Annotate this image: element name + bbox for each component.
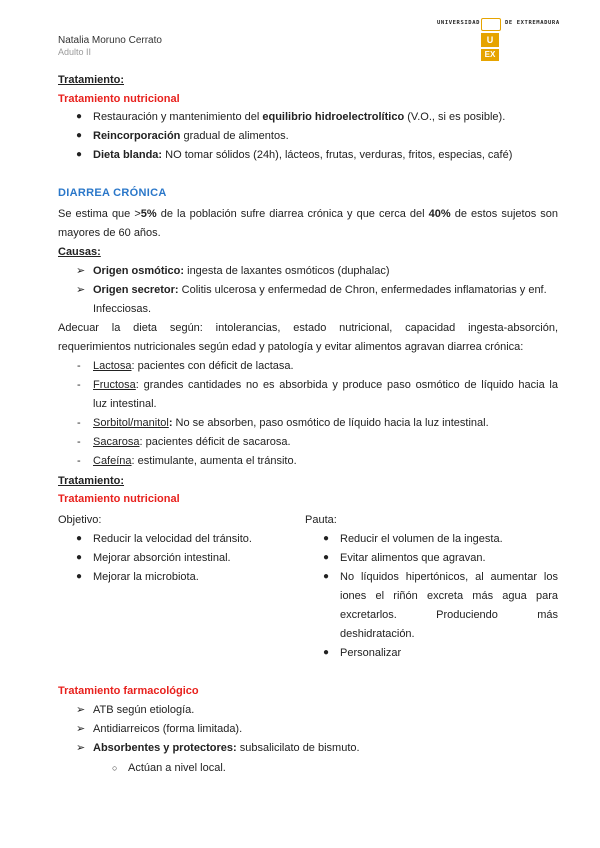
section2-subheading: Tratamiento nutricional — [58, 493, 180, 505]
dash-item-fructosa: Fructosa: grandes cantidades no es absorbida y produce paso osmótico de líquido hacia la — [93, 379, 558, 391]
bullet-icon: ● — [76, 149, 83, 160]
arrow-icon: ➢ — [76, 704, 86, 716]
header-subtitle: Adulto II — [58, 47, 92, 57]
sec1-item-3: Dieta blanda: NO tomar sólidos (24h), lácteos, frutas, verduras, fritos, especias, café) — [93, 149, 513, 161]
causas-heading: Causas: — [58, 246, 101, 258]
farm-item-3: Absorbentes y protectores: subsalicilato de bismuto. — [93, 742, 360, 754]
pauta-item-1: Reducir el volumen de la ingesta. — [340, 533, 503, 545]
causa-item-2-cont: Infecciosas. — [93, 303, 152, 315]
dash-item-fructosa-cont: luz intestinal. — [93, 398, 157, 410]
dash-item-lactosa: Lactosa: pacientes con déficit de lactasa. — [93, 360, 294, 372]
header-author: Natalia Moruno Cerrato — [58, 35, 162, 46]
objetivo-item-1: Reducir la velocidad del tránsito. — [93, 533, 252, 545]
logo-u: U — [481, 33, 499, 47]
objetivo-item-3: Mejorar la microbiota. — [93, 571, 199, 583]
section2-heading: Tratamiento: — [58, 475, 125, 487]
pauta-item-2: Evitar alimentos que agravan. — [340, 552, 486, 564]
arrow-icon: ➢ — [76, 723, 86, 735]
arrow-icon: ➢ — [76, 284, 86, 296]
objetivo-label: Objetivo: — [58, 514, 102, 526]
section1-subheading: Tratamiento nutricional — [58, 93, 180, 105]
farm-sub-item: Actúan a nivel local. — [128, 762, 226, 774]
pauta-item-3-line3: excretarlos. Produciendo más — [340, 609, 558, 621]
pauta-item-3-line1: No líquidos hipertónicos, al aumentar los — [340, 571, 558, 583]
bullet-icon: ● — [76, 552, 83, 563]
farm-item-2: Antidiarreicos (forma limitada). — [93, 723, 243, 735]
bullet-icon: ● — [76, 111, 83, 122]
diarrea-title: DIARREA CRÓNICA — [58, 187, 167, 199]
diarrea-intro-line1: Se estima que >5% de la población sufre diarrea crónica y que cerca del 40% de estos sujetos son — [58, 208, 558, 220]
sec1-item-1: Restauración y mantenimiento del equilibrio hidroelectrolítico (V.O., si es posible). — [93, 111, 506, 123]
farm-item-1: ATB según etiología. — [93, 704, 195, 716]
bullet-icon: ● — [76, 571, 83, 582]
pauta-label: Pauta: — [305, 514, 337, 526]
dash-item-cafeina: Cafeína: estimulante, aumenta el tránsito. — [93, 455, 297, 467]
dash-icon: - — [77, 379, 81, 391]
university-logo — [437, 14, 560, 64]
causa-item-1: Origen osmótico: ingesta de laxantes osmóticos (duphalac) — [93, 265, 390, 277]
causa-item-2: Origen secretor: Colitis ulcerosa y enfermedad de Chron, enfermedades inflamatorias y enf. — [93, 284, 547, 296]
circle-bullet-icon: ○ — [112, 763, 118, 773]
bullet-icon: ● — [323, 552, 330, 563]
diarrea-intro-line2: mayores de 60 años. — [58, 227, 161, 239]
pauta-item-4: Personalizar — [340, 647, 402, 659]
arrow-icon: ➢ — [76, 742, 86, 754]
bullet-icon: ● — [76, 130, 83, 141]
logo-ex: EX — [481, 49, 499, 61]
bullet-icon: ● — [76, 533, 83, 544]
farmacologico-heading: Tratamiento farmacológico — [58, 685, 199, 697]
pauta-item-3-line4: deshidratación. — [340, 628, 415, 640]
logo-text-right: DE EXTREMADURA — [505, 20, 560, 26]
sec1-item-2: Reincorporación gradual de alimentos. — [93, 130, 289, 142]
bullet-icon: ● — [323, 647, 330, 658]
logo-text-left: UNIVERSIDAD — [437, 20, 481, 26]
dash-icon: - — [77, 436, 81, 448]
bullet-icon: ● — [323, 533, 330, 544]
dash-item-sacarosa: Sacarosa: pacientes déficit de sacarosa. — [93, 436, 291, 448]
dash-item-sorbitol: Sorbitol/manitol: No se absorben, paso osmótico de líquido hacia la luz intestinal. — [93, 417, 489, 429]
dash-icon: - — [77, 455, 81, 467]
pauta-item-3-line2: iones el riñón excreta más agua para — [340, 590, 558, 602]
dash-icon: - — [77, 360, 81, 372]
bullet-icon: ● — [323, 571, 330, 582]
adecuar-line1: Adecuar la dieta según: intolerancias, estado nutricional, capacidad ingesta-absorción, — [58, 322, 558, 334]
logo-badge-icon — [481, 18, 501, 31]
adecuar-line2: requerimientos nutricionales según edad y patología y evitar alimentos agravan diarrea crónica: — [58, 341, 524, 353]
section1-heading: Tratamiento: — [58, 74, 125, 86]
objetivo-item-2: Mejorar absorción intestinal. — [93, 552, 231, 564]
arrow-icon: ➢ — [76, 265, 86, 277]
dash-icon: - — [77, 417, 81, 429]
